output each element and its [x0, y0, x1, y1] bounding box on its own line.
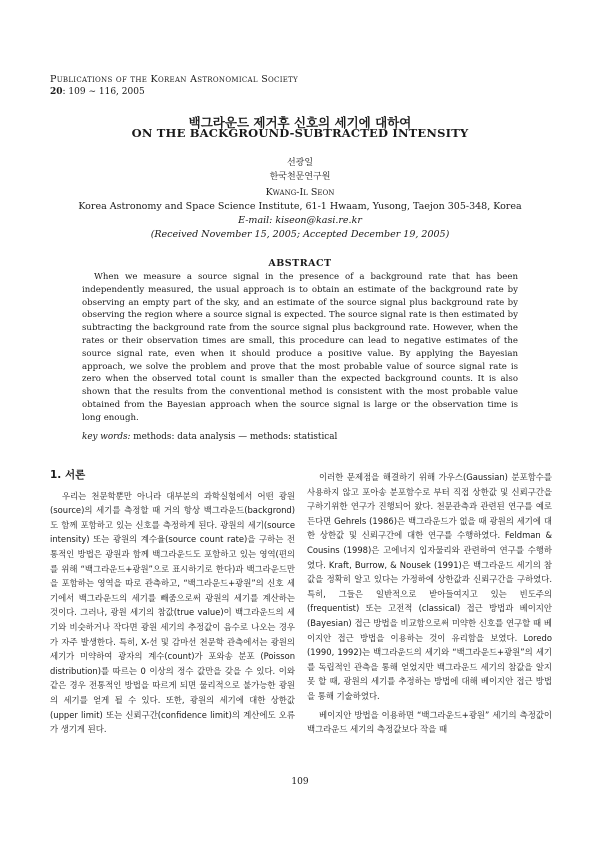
journal-name — [50, 74, 298, 86]
journal-header — [50, 74, 298, 99]
keywords — [82, 432, 337, 442]
affiliation-korean: 한국천문연구원 — [269, 172, 331, 182]
section-heading: 1. 서론 — [50, 469, 86, 481]
abstract-text: When we measure a source signal in the presence of a background rate that has been independently measured, the usual approach is to obtain an estimate of the background rate by observing an empty part of the sky, and an estimate of the source signal plus background rate by observing the region where a source signal is expected. The source signal rate is then estimated by subtracting the background rate from the source signal plus background rate. However, when the rates or their observation times are small, this procedure can lead to negative estimates of the source signal rate, even when it should produce a positive value. By applying the Bayesian approach, we solve the problem and prove that the most probable value of source signal rate is zero when the observed total count is smaller than the expected background counts. It is also shown that the results from the conventional method is consistent with the most probable value obtained from the Bayesian approach when the source signal is large or the observation time is long enough. — [82, 272, 518, 423]
volume-info — [50, 86, 298, 99]
affiliation-english: Korea Astronomy and Space Science Institute, 61-1 Hwaam, Yusong, Taejon 305-348, Korea — [78, 201, 522, 212]
author-name-english: Kwang-Il Seon — [265, 187, 335, 198]
journal-name-part: S — [261, 74, 268, 85]
author-block — [0, 156, 600, 242]
volume-number: 20 — [50, 87, 63, 97]
author-email: E-mail: kiseon@kasi.re.kr — [238, 215, 362, 226]
journal-name-part: A — [190, 74, 198, 85]
journal-name-part: ociety — [268, 74, 299, 85]
author-name-korean: 선광일 — [286, 158, 314, 168]
title-english: ON THE BACKGROUND-SUBTRACTED INTENSITY — [131, 126, 469, 140]
paragraph: 우리는 천문학뿐만 아니라 대부분의 과학실험에서 어떤 광원(source)의 세기를 측정할 때 거의 항상 백그라운드(backgrond)도 함께 포함하고 있는 신호를 측정하게 된다. 광원의 세기(source intensity) 또는 광원의 계수율(source count rate)을 구하는 전통적인 방법은 광원과 함께 백그라운드도 포함하고 있는 영역(편의를 위해 “백그라운드+광원”으로 표시하기로 한다)과 백그라운드만을 포함하는 영역을 따로 관측하고, “백그라운드+광원”의 신호 세기에서 백그라운드의 세기를 빼줌으로써 광원의 세기를 계산하는 것이다. 그러나, 광원 세기의 참값(true value)이 백그라운드의 세기와 비슷하거나 작다면 광원 세기의 추정값이 음수로 나오는 경우가 자주 발생한다. 특히, X-선 및 감마선 천문학 관측에서는 광원의 세기가 미약하여 광자의 계수(count)가 포와송 분포 (Poisson distribution)를 따르는 0 이상의 정수 값만을 갖을 수 있다. 이와 같은 경우 전통적인 방법을 따르게 되면 물리적으로 불가능한 광원의 세기를 얻게 될 수 있다. 또한, 광원의 세기에 대한 상한값(upper limit) 또는 신뢰구간(confidence limit)의 계산에도 오류가 생기게 된다. — [50, 490, 295, 735]
right-column — [307, 470, 552, 737]
left-column — [50, 468, 295, 737]
journal-name-part: ublications of the — [56, 74, 151, 85]
keywords-label: key words: — [82, 432, 131, 442]
journal-name-part: orean — [157, 74, 191, 85]
paragraph: 베이지안 방법을 이용하면 “백그라운드+광원” 세기의 측정값이 백그라운드 세기의 측정값보다 작을 때 — [307, 709, 552, 735]
journal-name-part: P — [50, 74, 57, 85]
title-korean: 백그라운드 제거후 신호의 세기에 대하여 — [188, 115, 412, 130]
paragraph: 이러한 문제점을 해결하기 위해 가우스(Gaussian) 분포함수를 사용하지 않고 포아송 분포함수로 부터 직접 상한값 및 신뢰구간을 구하기위한 연구가 진행되어 왔다. 천문관측과 관련된 연구를 예로 든다면 Gehrels (1986)은 백그라운드가 없을 때 광원의 세기에 대한 상한값 및 신뢰구간에 대한 연구를 수행하였다. Feldman & Cousins (1998)은 고에너지 입자물리와 관련하여 연구를 수행하였다. Kraft, Burrow, & Nousek (1991)은 백그라운드 세기의 참값을 정확히 알고 있다는 가정하에 상한값과 신뢰구간을 구하였다. 특히, 그들은 일반적으로 받아들여지고 있는 빈도주의 (frequentist) 또는 고전적 (classical) 접근 방법과 베이지안 (Bayesian) 접근 방법을 비교함으로써 미약한 신호를 연구할 때 베이지안 접근 방법을 이용하는 것이 유리함을 보였다. Loredo (1990, 1992)는 백그라운드의 세기와 “백그라운드+광원”의 세기를 독립적인 관측을 통해 얻었지만 백그라운드 세기의 참값을 알지 못 할 때, 광원의 세기를 추정하는 방법에 대해 베이지안 접근 방법을 통해 기술하였다. — [307, 472, 552, 701]
page-number: 109 — [291, 777, 309, 787]
received-date: (Received November 15, 2005; Accepted December 19, 2005) — [150, 229, 450, 240]
page-range: : 109 ∼ 116, 2005 — [62, 87, 145, 97]
journal-name-part: stronomical — [197, 74, 262, 85]
keywords-text: methods: data analysis — methods: statistical — [130, 432, 338, 442]
journal-name-part: K — [150, 74, 158, 85]
abstract-heading: ABSTRACT — [268, 258, 332, 269]
